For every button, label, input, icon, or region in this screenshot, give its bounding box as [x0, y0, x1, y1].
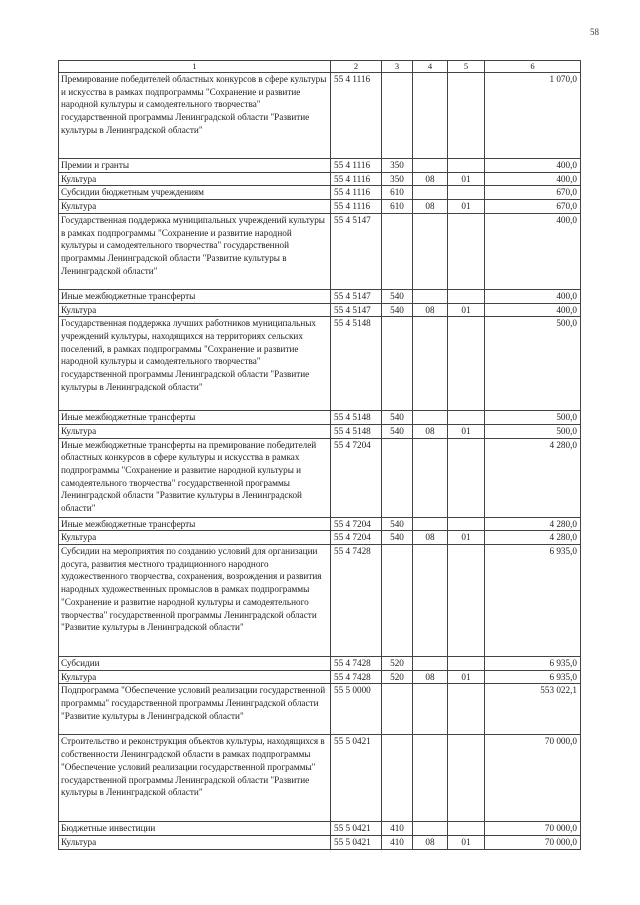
table-row	[59, 200, 581, 214]
table-row	[59, 657, 581, 671]
row-name-cell: Строительство и реконструкция объектов культуры, находящихся в собственности Ленинградской области в рамках подпрограммы "Обеспечение условий реализации государственной программы" государственной программы Ленинградской области "Развитие культуры в Ленинградской области"	[59, 735, 331, 822]
table-row	[59, 317, 581, 411]
row-expense-type-cell: 540	[382, 289, 413, 303]
row-section-cell	[413, 735, 448, 822]
header-cell: 1	[59, 61, 331, 73]
row-subsection-cell	[448, 517, 485, 531]
row-section-cell	[413, 438, 448, 517]
row-subsection-cell	[448, 411, 485, 425]
row-expense-type-cell	[382, 684, 413, 735]
row-amount-cell: 670,0	[485, 200, 581, 214]
row-amount-cell: 1 070,0	[485, 73, 581, 159]
header-cell: 3	[382, 61, 413, 73]
row-amount-cell: 70 000,0	[485, 735, 581, 822]
table-row	[59, 73, 581, 159]
row-expense-type-cell: 520	[382, 657, 413, 671]
page-number: 58	[590, 27, 599, 37]
row-name-cell: Премирование победителей областных конкурсов в сфере культуры и искусства в рамках подпрограммы "Сохранение и развитие народной культуры и самодеятельного творчества" государственной программы Ленинградской области "Развитие культуры в Ленинградской области"	[59, 73, 331, 159]
row-subsection-cell	[448, 657, 485, 671]
header-cell: 5	[448, 61, 485, 73]
row-subsection-cell	[448, 73, 485, 159]
row-section-cell: 08	[413, 424, 448, 438]
row-expense-type-cell: 350	[382, 172, 413, 186]
table-row	[59, 213, 581, 289]
row-subsection-cell: 01	[448, 531, 485, 545]
row-code-cell: 55 4 7428	[331, 545, 382, 657]
row-section-cell: 08	[413, 836, 448, 850]
table-row	[59, 438, 581, 517]
row-amount-cell: 400,0	[485, 289, 581, 303]
row-expense-type-cell	[382, 213, 413, 289]
row-amount-cell: 500,0	[485, 317, 581, 411]
row-code-cell: 55 5 0421	[331, 836, 382, 850]
header-cell: 4	[413, 61, 448, 73]
row-subsection-cell	[448, 317, 485, 411]
row-amount-cell: 400,0	[485, 159, 581, 173]
row-name-cell: Премии и гранты	[59, 159, 331, 173]
row-expense-type-cell: 520	[382, 670, 413, 684]
row-expense-type-cell: 540	[382, 411, 413, 425]
table-header-row	[59, 61, 581, 73]
row-code-cell: 55 4 1116	[331, 159, 382, 173]
row-name-cell: Иные межбюджетные трансферты на премирование победителей областных конкурсов в сфере культуры и искусства в рамках подпрограммы "Сохранение и развитие народной культуры и самодеятельного творчества" государственной программы Ленинградской области "Развитие культуры в Ленинградской области"	[59, 438, 331, 517]
row-amount-cell: 70 000,0	[485, 822, 581, 836]
row-code-cell: 55 4 7204	[331, 438, 382, 517]
row-subsection-cell	[448, 186, 485, 200]
row-section-cell: 08	[413, 200, 448, 214]
table-row	[59, 186, 581, 200]
row-name-cell: Государственная поддержка лучших работников муниципальных учреждений культуры, находящихся на территориях сельских поселений, в рамках подпрограммы "Сохранение и развитие народной культуры и самодеятельного творчества" государственной программы Ленинградской области "Развитие культуры в Ленинградской области"	[59, 317, 331, 411]
row-code-cell: 55 4 5148	[331, 424, 382, 438]
row-code-cell: 55 4 1116	[331, 73, 382, 159]
row-section-cell	[413, 411, 448, 425]
row-name-cell: Культура	[59, 531, 331, 545]
table-row	[59, 289, 581, 303]
row-name-cell: Культура	[59, 670, 331, 684]
row-section-cell	[413, 213, 448, 289]
row-amount-cell: 4 280,0	[485, 438, 581, 517]
row-code-cell: 55 4 7428	[331, 670, 382, 684]
row-expense-type-cell: 540	[382, 517, 413, 531]
row-section-cell: 08	[413, 531, 448, 545]
row-subsection-cell: 01	[448, 200, 485, 214]
row-subsection-cell	[448, 545, 485, 657]
row-subsection-cell	[448, 684, 485, 735]
table-row	[59, 735, 581, 822]
table-row	[59, 684, 581, 735]
row-section-cell	[413, 289, 448, 303]
row-section-cell	[413, 317, 448, 411]
row-name-cell: Иные межбюджетные трансферты	[59, 411, 331, 425]
table-row	[59, 303, 581, 317]
row-name-cell: Государственная поддержка муниципальных учреждений культуры в рамках подпрограммы "Сохранение и развитие народной культуры и самодеятельного творчества" государственной программы Ленинградской области "Развитие культуры в Ленинградской области"	[59, 213, 331, 289]
row-code-cell: 55 4 5147	[331, 303, 382, 317]
row-code-cell: 55 5 0000	[331, 684, 382, 735]
row-expense-type-cell: 350	[382, 159, 413, 173]
row-section-cell	[413, 73, 448, 159]
row-amount-cell: 400,0	[485, 213, 581, 289]
row-code-cell: 55 4 7204	[331, 531, 382, 545]
row-section-cell: 08	[413, 670, 448, 684]
row-section-cell	[413, 822, 448, 836]
row-code-cell: 55 4 1116	[331, 172, 382, 186]
row-expense-type-cell	[382, 735, 413, 822]
row-expense-type-cell	[382, 73, 413, 159]
row-name-cell: Культура	[59, 200, 331, 214]
table-row	[59, 822, 581, 836]
row-expense-type-cell: 540	[382, 303, 413, 317]
table-row	[59, 424, 581, 438]
table-row	[59, 836, 581, 850]
row-section-cell	[413, 545, 448, 657]
header-cell: 2	[331, 61, 382, 73]
table-row	[59, 670, 581, 684]
row-subsection-cell: 01	[448, 172, 485, 186]
row-code-cell: 55 4 7204	[331, 517, 382, 531]
row-subsection-cell	[448, 213, 485, 289]
table-row	[59, 517, 581, 531]
row-name-cell: Субсидии бюджетным учреждениям	[59, 186, 331, 200]
row-section-cell	[413, 684, 448, 735]
row-name-cell: Подпрограмма "Обеспечение условий реализации государственной программы" государственной программы Ленинградской области "Развитие культуры в Ленинградской области"	[59, 684, 331, 735]
row-code-cell: 55 4 5147	[331, 213, 382, 289]
row-name-cell: Субсидии на мероприятия по созданию условий для организации досуга, развития местного традиционного народного художественного творчества, сохранения, возрождения и развития народных художественных промыслов в рамках подпрограммы "Сохранение и развитие народной культуры и самодеятельного творчества" государственной программы Ленинградской области "Развитие культуры в Ленинградской области"	[59, 545, 331, 657]
row-amount-cell: 500,0	[485, 424, 581, 438]
row-subsection-cell	[448, 822, 485, 836]
budget-table	[58, 60, 581, 850]
row-name-cell: Культура	[59, 172, 331, 186]
row-section-cell: 08	[413, 303, 448, 317]
row-amount-cell: 6 935,0	[485, 670, 581, 684]
row-subsection-cell	[448, 159, 485, 173]
row-code-cell: 55 4 1116	[331, 200, 382, 214]
row-expense-type-cell: 540	[382, 531, 413, 545]
row-amount-cell: 400,0	[485, 172, 581, 186]
row-amount-cell: 4 280,0	[485, 531, 581, 545]
row-amount-cell: 400,0	[485, 303, 581, 317]
row-subsection-cell: 01	[448, 836, 485, 850]
header-cell: 6	[485, 61, 581, 73]
row-code-cell: 55 4 7428	[331, 657, 382, 671]
row-name-cell: Иные межбюджетные трансферты	[59, 517, 331, 531]
row-code-cell: 55 4 5147	[331, 289, 382, 303]
row-subsection-cell	[448, 438, 485, 517]
row-amount-cell: 70 000,0	[485, 836, 581, 850]
row-amount-cell: 6 935,0	[485, 657, 581, 671]
table-row	[59, 531, 581, 545]
row-section-cell	[413, 657, 448, 671]
row-subsection-cell: 01	[448, 424, 485, 438]
row-code-cell: 55 4 5148	[331, 317, 382, 411]
row-name-cell: Иные межбюджетные трансферты	[59, 289, 331, 303]
row-name-cell: Субсидии	[59, 657, 331, 671]
row-expense-type-cell	[382, 317, 413, 411]
row-expense-type-cell: 610	[382, 200, 413, 214]
row-name-cell: Культура	[59, 836, 331, 850]
row-code-cell: 55 5 0421	[331, 735, 382, 822]
row-section-cell	[413, 517, 448, 531]
table-row	[59, 411, 581, 425]
row-section-cell	[413, 159, 448, 173]
row-amount-cell: 500,0	[485, 411, 581, 425]
row-amount-cell: 553 022,1	[485, 684, 581, 735]
table-row	[59, 545, 581, 657]
row-subsection-cell: 01	[448, 670, 485, 684]
row-expense-type-cell: 540	[382, 424, 413, 438]
row-subsection-cell	[448, 735, 485, 822]
row-expense-type-cell: 610	[382, 186, 413, 200]
row-name-cell: Бюджетные инвестиции	[59, 822, 331, 836]
row-code-cell: 55 4 5148	[331, 411, 382, 425]
row-section-cell: 08	[413, 172, 448, 186]
row-name-cell: Культура	[59, 424, 331, 438]
row-expense-type-cell: 410	[382, 836, 413, 850]
table-row	[59, 172, 581, 186]
row-section-cell	[413, 186, 448, 200]
row-name-cell: Культура	[59, 303, 331, 317]
row-subsection-cell	[448, 289, 485, 303]
row-amount-cell: 670,0	[485, 186, 581, 200]
row-amount-cell: 4 280,0	[485, 517, 581, 531]
row-expense-type-cell	[382, 545, 413, 657]
row-code-cell: 55 5 0421	[331, 822, 382, 836]
row-subsection-cell: 01	[448, 303, 485, 317]
row-expense-type-cell	[382, 438, 413, 517]
table-row	[59, 159, 581, 173]
row-code-cell: 55 4 1116	[331, 186, 382, 200]
row-expense-type-cell: 410	[382, 822, 413, 836]
row-amount-cell: 6 935,0	[485, 545, 581, 657]
